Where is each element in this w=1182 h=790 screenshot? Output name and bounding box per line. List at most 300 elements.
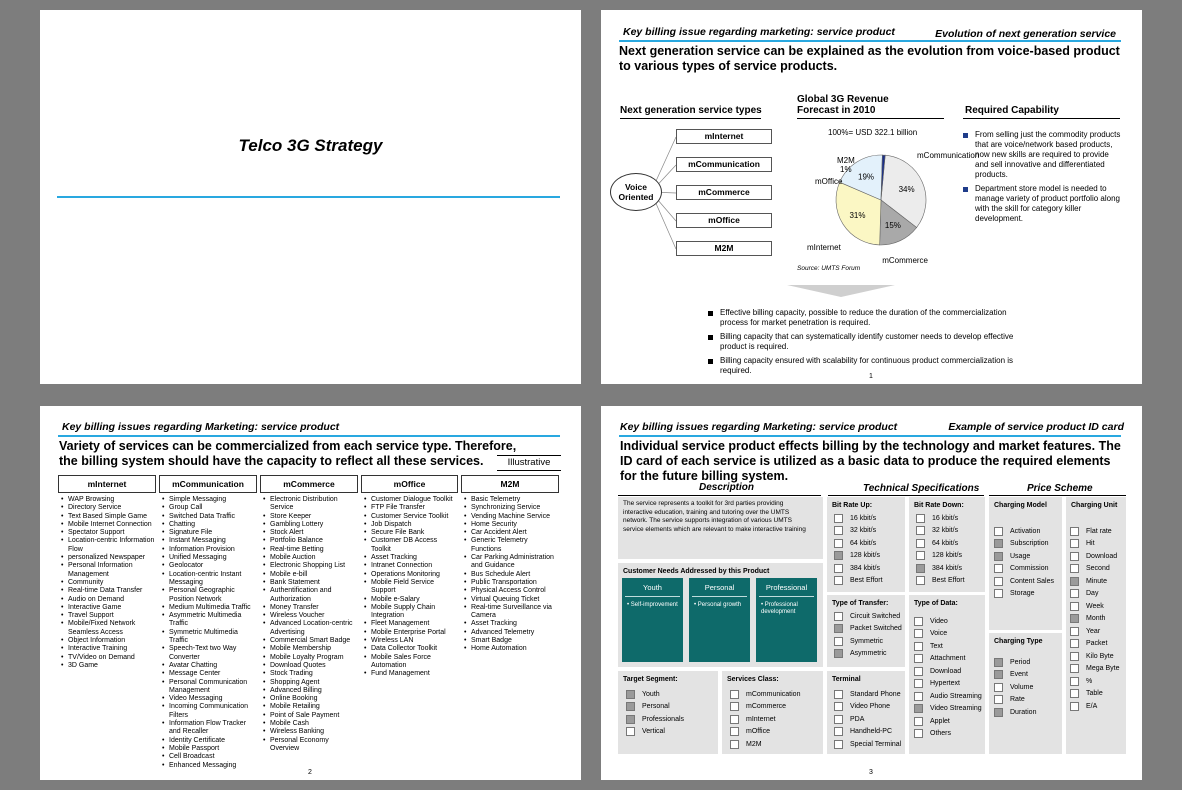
slide-kicker-right: Evolution of next generation service — [935, 28, 1116, 40]
checkbox-option[interactable] — [914, 728, 982, 741]
service-type-box: mCommerce — [676, 185, 772, 200]
checkbox[interactable] — [834, 637, 843, 646]
checkbox-option[interactable] — [1070, 638, 1119, 651]
checkbox[interactable] — [914, 667, 923, 676]
checkbox[interactable] — [834, 514, 843, 523]
checkbox-option[interactable] — [730, 701, 800, 714]
checkbox-option[interactable] — [1070, 525, 1119, 538]
checkbox-option[interactable] — [914, 640, 982, 653]
right-title-rule — [963, 118, 1120, 119]
checkbox-option[interactable] — [994, 669, 1036, 682]
column-service-list — [61, 496, 156, 670]
service-item: • Mobile Sales Force Automation — [364, 654, 458, 671]
service-item: • Mobile Supply Chain Integration — [364, 604, 458, 621]
service-item: • Instant Messaging — [162, 537, 257, 545]
service-item: • Point of Sale Payment — [263, 712, 358, 720]
slide-id-card[interactable] — [601, 406, 1142, 780]
checkbox-label: 128 kbit/s — [932, 552, 962, 560]
service-type-box: mOffice — [676, 213, 772, 228]
slide-headline: Individual service product effects billing by the technology and market features. The ID card of each service is utilized as a basic data to produce the required elements for the future billing system. — [620, 439, 1121, 483]
service-item: • Incoming Communication Filters — [162, 703, 257, 720]
target-segment-panel — [618, 671, 718, 754]
checkbox[interactable] — [994, 527, 1003, 536]
checkbox-label: Professionals — [642, 715, 685, 723]
checkbox-option[interactable] — [1070, 700, 1119, 713]
service-item: • Intranet Connection — [364, 562, 458, 570]
capability-item: From selling just the commodity products that are voice/network based products, now new skills are required to provide and sell innovative and differentiated products. — [963, 130, 1121, 180]
requirement-item: Effective billing capacity, possible to reduce the duration of the commercialization process for market penetration is required. — [708, 308, 1028, 328]
service-item: • Electronic Shopping List — [263, 562, 358, 570]
checkbox[interactable] — [914, 654, 923, 663]
service-item: • Audio on Demand — [61, 596, 156, 604]
service-item: • Information Provision — [162, 546, 257, 554]
bit-down-title: Bit Rate Down: — [914, 502, 964, 509]
description-panel — [618, 497, 823, 559]
service-item: • Mobile Auction — [263, 554, 358, 562]
column-header: mCommunication — [159, 475, 257, 493]
checkbox[interactable] — [1070, 664, 1079, 673]
down-arrow-shape — [787, 285, 895, 297]
checkbox[interactable] — [916, 526, 925, 535]
service-item: • Message Center — [162, 670, 257, 678]
service-item: • Simple Messaging — [162, 496, 257, 504]
service-item: • Personal Economy Overview — [263, 737, 358, 754]
checkbox-option[interactable] — [834, 688, 901, 701]
checkbox-label: PDA — [850, 715, 865, 723]
checkbox-label: Attachment — [930, 655, 966, 663]
checkbox-label: Commission — [1010, 565, 1049, 573]
checkbox-option[interactable] — [916, 550, 965, 563]
checkbox-option[interactable] — [916, 562, 965, 575]
checkbox-option[interactable] — [914, 628, 982, 641]
charging-unit-panel — [1066, 497, 1126, 754]
checkbox[interactable] — [994, 695, 1003, 704]
capability-list — [963, 130, 1121, 228]
checkbox[interactable] — [914, 704, 923, 713]
checkbox[interactable] — [916, 539, 925, 548]
checkbox[interactable] — [834, 576, 843, 585]
checkbox-option[interactable] — [994, 575, 1054, 588]
checkbox-option[interactable] — [834, 635, 902, 648]
checkbox[interactable] — [1070, 602, 1079, 611]
service-item: • Geolocator — [162, 562, 257, 570]
checkbox[interactable] — [626, 702, 635, 711]
checkbox[interactable] — [834, 564, 843, 573]
service-item: • Car Parking Administration and Guidance — [464, 554, 559, 571]
column-header: M2M — [461, 475, 559, 493]
service-item: • Mobile Loyalty Program — [263, 654, 358, 662]
checkbox-label: Mega Byte — [1086, 665, 1120, 673]
charging-type-panel — [989, 633, 1062, 754]
checkbox[interactable] — [1070, 689, 1079, 698]
service-item: • Fund Management — [364, 670, 458, 678]
service-item: • Vending Machine Service — [464, 513, 559, 521]
column-header: mCommerce — [260, 475, 358, 493]
checkbox[interactable] — [994, 670, 1003, 679]
checkbox-option[interactable] — [730, 688, 800, 701]
service-item: • Basic Telemetry — [464, 496, 559, 504]
checkbox-option[interactable] — [1070, 575, 1119, 588]
checkbox-option[interactable] — [626, 688, 684, 701]
checkbox-option[interactable] — [1070, 625, 1119, 638]
charging-unit-list — [1070, 525, 1119, 713]
need-card — [622, 578, 683, 662]
checkbox-option[interactable] — [834, 726, 901, 739]
column-service-list — [464, 496, 559, 654]
checkbox-label: Usage — [1010, 552, 1031, 560]
checkbox-option[interactable] — [1070, 588, 1119, 601]
checkbox[interactable] — [1070, 677, 1079, 686]
pie-value-label: 34% — [898, 184, 915, 194]
charging-model-panel — [989, 497, 1062, 630]
service-item: • Bank Statement — [263, 579, 358, 587]
checkbox[interactable] — [730, 702, 739, 711]
checkbox[interactable] — [730, 727, 739, 736]
checkbox[interactable] — [994, 708, 1003, 717]
checkbox-option[interactable] — [834, 537, 883, 550]
service-item: • Bus Schedule Alert — [464, 571, 559, 579]
checkbox[interactable] — [994, 564, 1003, 573]
checkbox-label: Packet — [1086, 640, 1108, 648]
need-card-body: • Self-improvement — [627, 602, 678, 608]
checkbox-option[interactable] — [1070, 563, 1119, 576]
checkbox-option[interactable] — [834, 610, 902, 623]
chart-title-line2: Forecast in 2010 — [797, 105, 876, 116]
service-type-box: mCommunication — [676, 157, 772, 172]
checkbox-option[interactable] — [626, 726, 684, 739]
services-class-title: Services Class: — [727, 676, 779, 683]
service-item: • Information Flow Tracker and Recaller — [162, 720, 257, 737]
service-item: • Interactive Training — [61, 645, 156, 653]
checkbox-option[interactable] — [834, 512, 883, 525]
checkbox[interactable] — [914, 629, 923, 638]
checkbox-label: mOffice — [746, 728, 770, 736]
pie-value-label: 31% — [849, 210, 866, 220]
checkbox-label: Minute — [1086, 577, 1108, 585]
target-segment-list — [626, 688, 684, 738]
target-title: Target Segment: — [623, 676, 678, 683]
checkbox[interactable] — [834, 526, 843, 535]
service-item: • Commercial Smart Badge — [263, 637, 358, 645]
bit-rate-down-list — [916, 512, 965, 587]
requirement-item: Billing capacity ensured with scalability for continuous product commercialization is required. — [708, 356, 1028, 376]
service-item: • Fleet Management — [364, 620, 458, 628]
price-scheme-heading: Price Scheme — [1027, 483, 1093, 494]
checkbox[interactable] — [916, 576, 925, 585]
checkbox[interactable] — [730, 715, 739, 724]
slide-kicker: Key billing issues regarding Marketing: service product — [62, 421, 340, 433]
checkbox-option[interactable] — [914, 678, 982, 691]
checkbox[interactable] — [834, 649, 843, 658]
checkbox-label: Day — [1086, 590, 1099, 598]
pie-value-label: 19% — [858, 172, 875, 182]
checkbox[interactable] — [994, 552, 1003, 561]
checkbox[interactable] — [834, 690, 843, 699]
checkbox-label: Audio Streaming — [930, 692, 982, 700]
checkbox-label: Duration — [1010, 708, 1037, 716]
checkbox-label: Personal — [642, 703, 670, 711]
section-rule — [828, 495, 984, 496]
checkbox[interactable] — [916, 514, 925, 523]
checkbox-label: E/A — [1086, 702, 1098, 710]
checkbox[interactable] — [1070, 564, 1079, 573]
checkbox-option[interactable] — [834, 738, 901, 751]
checkbox-option[interactable] — [994, 656, 1036, 669]
checkbox[interactable] — [834, 715, 843, 724]
capability-item: Department store model is needed to manage variety of product portfolio along with the skill for category killer development. — [963, 184, 1121, 224]
checkbox-option[interactable] — [834, 713, 901, 726]
checkbox-label: Best Effort — [850, 577, 883, 585]
checkbox[interactable] — [994, 683, 1003, 692]
service-item: • Online Booking — [263, 695, 358, 703]
checkbox[interactable] — [1070, 527, 1079, 536]
service-item: • Customer DB Access Toolkit — [364, 537, 458, 554]
needs-title: Customer Needs Addressed by this Product — [623, 568, 770, 575]
checkbox-option[interactable] — [1070, 663, 1119, 676]
checkbox-option[interactable] — [834, 701, 901, 714]
service-item: • Authentification and Authorization — [263, 587, 358, 604]
service-item: • Real-time Data Transfer — [61, 587, 156, 595]
service-item: • Synchronizing Service — [464, 504, 559, 512]
terminal-title: Terminal — [832, 676, 861, 683]
service-item: • Personal Geographic Position Network — [162, 587, 257, 604]
transfer-type-list — [834, 610, 902, 660]
slide-title[interactable] — [40, 10, 581, 384]
checkbox-option[interactable] — [834, 575, 883, 588]
checkbox[interactable] — [834, 551, 843, 560]
page-number: 3 — [869, 769, 873, 776]
checkbox[interactable] — [1070, 589, 1079, 598]
service-item: • Medium Multimedia Traffic — [162, 604, 257, 612]
checkbox[interactable] — [914, 642, 923, 651]
checkbox-label: Special Terminal — [850, 740, 902, 748]
checkbox[interactable] — [914, 692, 923, 701]
column-service-list — [162, 496, 257, 770]
pie-category-label: mOffice — [815, 177, 843, 186]
checkbox-option[interactable] — [1070, 538, 1119, 551]
terminal-list — [834, 688, 901, 751]
checkbox-option[interactable] — [916, 525, 965, 538]
checkbox[interactable] — [834, 702, 843, 711]
service-item: • Data Collector Toolkit — [364, 645, 458, 653]
checkbox-option[interactable] — [730, 713, 800, 726]
service-item: • Interactive Game — [61, 604, 156, 612]
service-item: • Asymmetric Multimedia Traffic — [162, 612, 257, 629]
service-item: • Portfolio Balance — [263, 537, 358, 545]
checkbox-label: Video — [930, 617, 948, 625]
checkbox-option[interactable] — [916, 575, 965, 588]
checkbox[interactable] — [916, 551, 925, 560]
service-item: • Public Transportation — [464, 579, 559, 587]
checkbox-option[interactable] — [916, 512, 965, 525]
charging-model-title: Charging Model — [994, 502, 1047, 509]
checkbox-option[interactable] — [1070, 688, 1119, 701]
checkbox[interactable] — [1070, 639, 1079, 648]
checkbox[interactable] — [994, 658, 1003, 667]
checkbox-option[interactable] — [834, 623, 902, 636]
chart-title-rule — [797, 118, 944, 119]
service-item: • Money Transfer — [263, 604, 358, 612]
service-item: • FTP File Transfer — [364, 504, 458, 512]
checkbox[interactable] — [834, 624, 843, 633]
page-number: 1 — [869, 373, 873, 380]
right-section-title: Required Capability — [965, 105, 1059, 116]
checkbox-option[interactable] — [1070, 650, 1119, 663]
left-section-title: Next generation service types — [620, 105, 762, 116]
checkbox-label: Download — [930, 667, 962, 675]
checkbox-option[interactable] — [994, 694, 1036, 707]
checkbox[interactable] — [914, 717, 923, 726]
checkbox-option[interactable] — [914, 690, 982, 703]
service-item: • Community — [61, 579, 156, 587]
pie-category-label: M2M — [837, 156, 855, 165]
checkbox-option[interactable] — [994, 525, 1054, 538]
checkbox[interactable] — [834, 539, 843, 548]
revenue-pie-chart — [791, 136, 980, 276]
services-class-panel — [722, 671, 823, 754]
terminal-panel — [827, 671, 905, 754]
checkbox[interactable] — [994, 577, 1003, 586]
checkbox-label: 384 kbit/s — [850, 564, 880, 572]
checkbox[interactable] — [1070, 627, 1079, 636]
checkbox-option[interactable] — [834, 525, 883, 538]
checkbox-label: Video Phone — [850, 703, 890, 711]
checkbox[interactable] — [994, 539, 1003, 548]
service-item: • Cell Broadcast — [162, 753, 257, 761]
checkbox-label: Hypertext — [930, 680, 960, 688]
service-item: • Download Quotes — [263, 662, 358, 670]
checkbox-option[interactable] — [730, 726, 800, 739]
checkbox-option[interactable] — [914, 653, 982, 666]
checkbox-option[interactable] — [1070, 600, 1119, 613]
checkbox-option[interactable] — [994, 563, 1054, 576]
checkbox-option[interactable] — [994, 588, 1054, 601]
checkbox-label: 16 kbit/s — [932, 514, 959, 522]
section-rule — [618, 495, 821, 496]
checkbox-label: Voice — [930, 630, 948, 638]
checkbox[interactable] — [730, 690, 739, 699]
column-header: mOffice — [361, 475, 458, 493]
checkbox[interactable] — [626, 715, 635, 724]
checkbox-label: Best Effort — [932, 577, 965, 585]
transfer-title: Type of Transfer: — [832, 600, 889, 607]
checkbox-label: Vertical — [642, 728, 665, 736]
checkbox[interactable] — [1070, 552, 1079, 561]
checkbox-label: Activation — [1010, 527, 1041, 535]
charging-type-title: Charging Type — [994, 638, 1043, 645]
checkbox[interactable] — [914, 729, 923, 738]
checkbox-label: Youth — [642, 690, 660, 698]
checkbox-option[interactable] — [914, 665, 982, 678]
checkbox-label: Video Streaming — [930, 705, 982, 713]
service-item: • Secure File Bank — [364, 529, 458, 537]
service-type-box: M2M — [676, 241, 772, 256]
checkbox-option[interactable] — [914, 703, 982, 716]
chart-source: Source: UMTS Forum — [797, 265, 861, 272]
checkbox-option[interactable] — [916, 537, 965, 550]
checkbox[interactable] — [730, 740, 739, 749]
service-item: • personalized Newspaper — [61, 554, 156, 562]
checkbox[interactable] — [834, 612, 843, 621]
checkbox-option[interactable] — [834, 550, 883, 563]
checkbox[interactable] — [1070, 577, 1079, 586]
checkbox-label: Rate — [1010, 696, 1025, 704]
service-item: • Spectator Support — [61, 529, 156, 537]
slide-kicker: Key billing issues regarding Marketing: service product — [620, 421, 898, 433]
checkbox[interactable] — [916, 564, 925, 573]
service-item: • Asset Tracking — [464, 620, 559, 628]
checkbox[interactable] — [914, 617, 923, 626]
checkbox-option[interactable] — [626, 713, 684, 726]
service-item: • Personal Information Management — [61, 562, 156, 579]
checkbox-option[interactable] — [834, 562, 883, 575]
service-item: • Mobile Enterprise Portal — [364, 629, 458, 637]
checkbox[interactable] — [1070, 614, 1079, 623]
checkbox-option[interactable] — [730, 738, 800, 751]
checkbox-option[interactable] — [1070, 550, 1119, 563]
checkbox-option[interactable] — [1070, 675, 1119, 688]
service-item: • Signature File — [162, 529, 257, 537]
need-card-head: Youth — [643, 583, 662, 592]
checkbox-option[interactable] — [626, 701, 684, 714]
checkbox-label: 32 kbit/s — [932, 527, 959, 535]
checkbox-label: Table — [1086, 690, 1103, 698]
checkbox-option[interactable] — [994, 706, 1036, 719]
charging-model-list — [994, 525, 1054, 600]
slide-headline: Next generation service can be explained as the evolution from voice-based product to various types of service products. — [619, 44, 1120, 73]
service-item: • Directory Service — [61, 504, 156, 512]
checkbox-option[interactable] — [914, 615, 982, 628]
checkbox-option[interactable] — [834, 648, 902, 661]
checkbox[interactable] — [914, 679, 923, 688]
checkbox[interactable] — [834, 727, 843, 736]
service-item: • Video Messaging — [162, 695, 257, 703]
checkbox-label: Asymmetric — [850, 650, 887, 658]
slide-evolution[interactable] — [601, 10, 1142, 384]
checkbox-label: Kilo Byte — [1086, 652, 1114, 660]
checkbox[interactable] — [994, 589, 1003, 598]
checkbox-option[interactable] — [994, 538, 1054, 551]
slide-service-variety[interactable] — [40, 406, 581, 780]
checkbox-label: Storage — [1010, 590, 1035, 598]
transfer-type-panel — [827, 595, 905, 667]
checkbox-option[interactable] — [914, 715, 982, 728]
checkbox-label: mCommunication — [746, 690, 801, 698]
checkbox-label: Symmetric — [850, 637, 884, 645]
description-text: The service represents a toolkit for 3rd parties providing interactive education, training and tutoring over the UMTS network. The service supports integration of various UMTS service elements which are relevant to make interactive training — [623, 500, 806, 533]
checkbox[interactable] — [1070, 702, 1079, 711]
service-item: • Chatting — [162, 521, 257, 529]
checkbox-label: 64 kbit/s — [850, 539, 877, 547]
checkbox-option[interactable] — [994, 550, 1054, 563]
section-rule — [989, 495, 1126, 496]
voice-label-line1: Voice — [624, 182, 648, 192]
checkbox[interactable] — [834, 740, 843, 749]
checkbox[interactable] — [626, 727, 635, 736]
checkbox-option[interactable] — [994, 681, 1036, 694]
checkbox-option[interactable] — [1070, 613, 1119, 626]
checkbox[interactable] — [1070, 539, 1079, 548]
page-number: 2 — [308, 769, 312, 776]
checkbox[interactable] — [626, 690, 635, 699]
data-type-title: Type of Data: — [914, 600, 958, 607]
pie-value-label: 1% — [840, 165, 852, 174]
pie-category-label: mCommunication — [917, 151, 980, 160]
service-item: • Advanced Location-centric Advertising — [263, 620, 358, 637]
slide-title-text: Telco 3G Strategy — [238, 136, 383, 155]
checkbox[interactable] — [1070, 652, 1079, 661]
checkbox-label: Volume — [1010, 683, 1034, 691]
